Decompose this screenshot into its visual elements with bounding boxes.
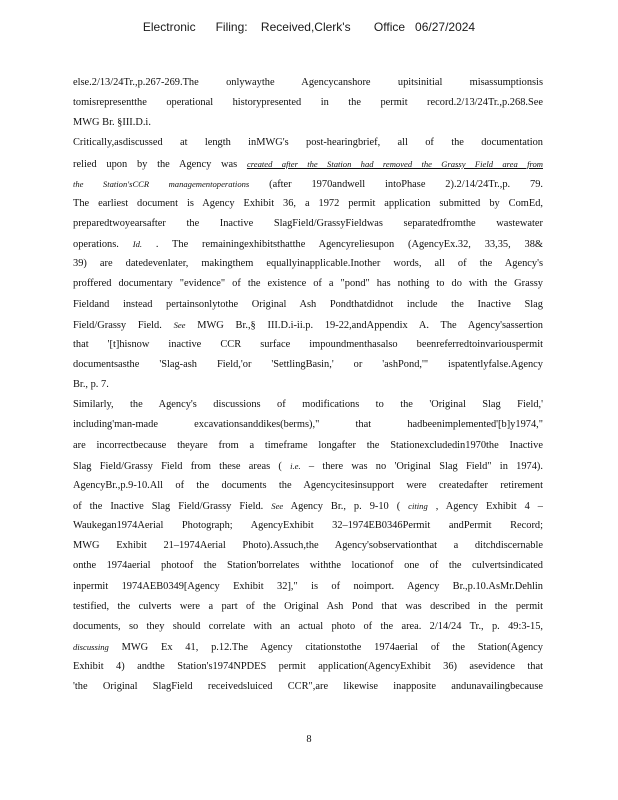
text-line: Similarly, the Agency's discussions of modifications to the 'Original Slag Field,' [73,399,543,411]
italic-phrase: Id. [132,239,143,250]
italic-phrase: See [271,500,284,511]
italic-phrase: See [173,319,186,330]
text-segment: Field/Grassy Field. [73,319,174,331]
text-line: Fieldand instead pertainsonlytothe Original Ash Pondthatdidnot include the Inactive Slag [73,298,543,310]
italic-phrase: discussing [73,641,109,652]
text-line: else.2/13/24Tr.,p.267-269.The onlywaythe Agencycanshore upitsinitial misassumptionsis [73,77,543,88]
text-line: 'the Original SlagField receivedsluiced CCR",are likewise inapposite andunavailingbecause [73,681,543,693]
text-segment: (after 1970andwell intoPhase 2).2/14/24Tr.,p. 79. [249,178,543,190]
electronic-filing-header: Electronic Filing: Received,Clerk's Office 06/27/2024 [142,20,476,34]
text-line: are incorrectbecause theyare from a timeframe longafter the Stationexcludedin1970the Inactive [73,439,543,451]
text-line [73,496,543,516]
text-line: Exhibit 4) andthe Station's1974NPDES permit application(AgencyExhibit 36) asevidence that [73,661,543,673]
text-line: proffered documentary "evidence" of the existence of a "pond" has nothing to do with the Grassy [73,278,543,290]
text-segment: MWG Br.,§ III.D.i-ii.p. 19-22,andAppendix A. The Agency'sassertion [185,319,543,331]
text-segment: operations. [73,239,133,251]
text-line: MWG Exhibit 21–1974Aerial Photo).Assuch,the Agency'sobservationthat a ditchdiscernable [73,540,543,552]
text-segment: , Agency Exhibit 4 – [427,500,543,512]
text-line: MWG Br. §III.D.i. [73,117,151,129]
italic-phrase: i.e. [290,460,301,471]
italic-phrase: created after the Station had removed the Grassy Field area from [246,158,543,169]
page-number: 8 [306,734,312,745]
text-line [73,174,543,194]
text-line: that '[t]hisnow inactive CCR surface impoundmenthasalso beenreferredtoinvariouspermit [73,338,543,350]
text-line [73,637,543,657]
text-line: tomisrepresentthe operational historypresented in the permit record.2/13/24Tr.,p.268.See [73,97,543,109]
text-line: Br., p. 7. [73,379,109,391]
text-segment: MWG Ex 41, p.12.The Agency citationstothe 1974aerial of the Station(Agency [108,641,543,653]
text-line: Waukegan1974Aerial Photograph; AgencyExhibit 32–1974EB0346Permit andPermit Record; [73,520,543,532]
text-segment: Slag Field/Grassy Field from these areas ( [73,460,291,472]
text-line [73,154,543,174]
text-line [73,456,543,476]
text-line: documentsasthe 'Slag-ash Field,'or 'SettlingBasin,' or 'ashPond,'" ispatentlyfalse.Agency [73,358,543,370]
text-segment: – there was no 'Original Slag Field" in 1974). [300,460,543,472]
text-line: 39) are datedevenlater, makingthem equallyinapplicable.Inother words, all of the Agency's [73,258,543,270]
italic-phrase: citing [408,500,428,511]
text-line: inpermit 1974AEB0349[Agency Exhibit 32]," is of noimport. Agency Br.,p.10.AsMr.Dehlin [73,580,543,592]
text-line: including'man-made excavationsanddikes(berms)," that hadbeenimplemented'[b]y1974," [73,419,543,431]
text-segment: relied upon by the Agency was [73,158,247,170]
italic-phrase: the Station'sCCR managementoperations [73,178,250,189]
text-line: testified, the culverts were a part of the Original Ash Pond that was described in the permit [73,600,543,612]
text-segment: . The remainingexhibitsthatthe Agencyreliesupon (AgencyEx.32, 33,35, 38& [142,239,543,251]
document-body [73,73,543,697]
text-line [73,315,543,335]
text-segment: of the Inactive Slag Field/Grassy Field. [73,500,272,512]
text-line [73,234,543,254]
text-line: Critically,asdiscussed at length inMWG's post-hearingbrief, all of the documentation [73,137,543,149]
text-segment: Agency Br., p. 9-10 ( [283,500,409,512]
text-line: onthe 1974aerial photoof the Station'borrelates withthe locationof one of the culvertsindicated [73,560,543,572]
text-line: documents, so they should correlate with an actual photo of the area. 2/14/24 Tr., p. 49:3-15, [73,620,543,632]
text-line: AgencyBr.,p.9-10.All of the documents the Agencycitesinsupport were createdafter retirement [73,479,543,491]
text-line: The earliest document is Agency Exhibit 36, a 1972 permit application submitted by ComEd, [73,197,543,209]
text-line: preparedtwoyearsafter the Inactive SlagField/GrassyFieldwas separatedfromthe wastewater [73,217,543,229]
